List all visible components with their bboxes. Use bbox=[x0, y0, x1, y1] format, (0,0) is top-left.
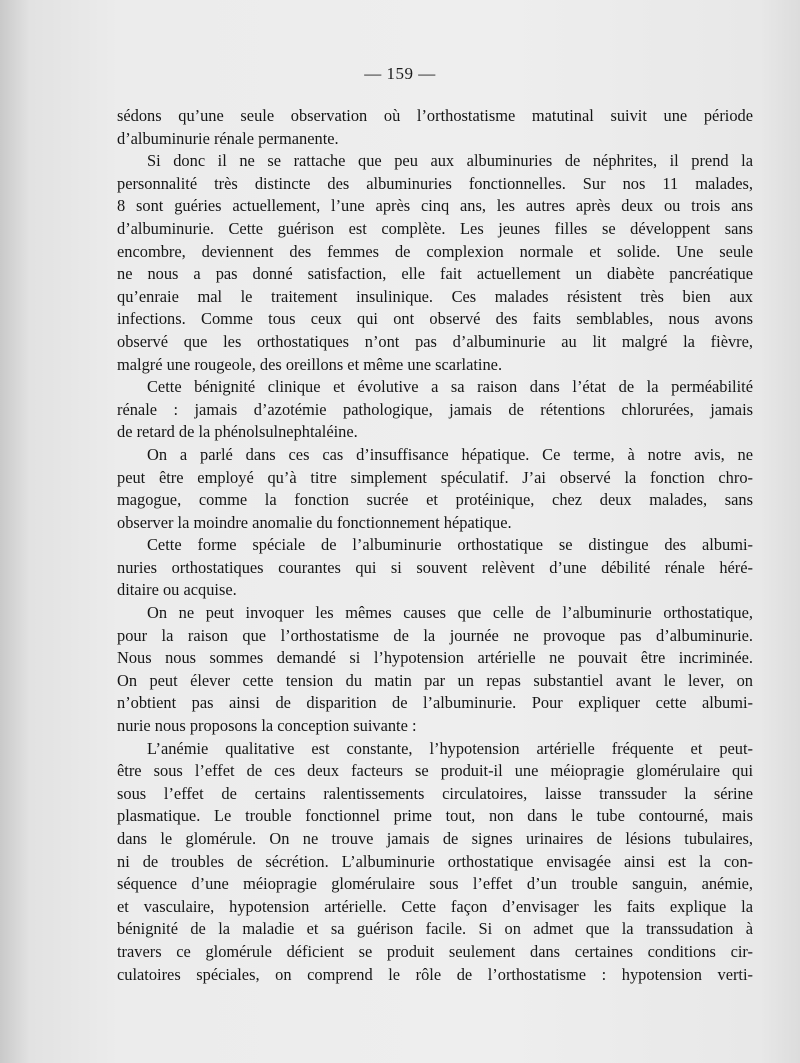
paragraph bbox=[117, 150, 753, 376]
text-line: dans le glomérule. On ne trouve jamais de signes urinaires de lésions tubulaires, bbox=[117, 829, 753, 848]
text-line: Nous nous sommes demandé si l’hypotension artérielle ne pouvait être incriminée. bbox=[117, 648, 753, 668]
paragraph bbox=[117, 738, 753, 987]
text-line: de retard de la phénolsulnephtaléine. bbox=[117, 422, 358, 442]
text-line: magogue, comme la fonction sucrée et protéinique, chez deux malades, sans bbox=[117, 490, 753, 510]
text-line: On ne peut invoquer les mêmes causes que celle de l’albuminurie orthostatique, bbox=[147, 603, 753, 623]
text-line: culatoires spéciales, on comprend le rôle de l’orthostatisme : hypotension verti- bbox=[117, 964, 753, 984]
text-line: Cette forme spéciale de l’albuminurie orthostatique se distingue des albumi- bbox=[147, 535, 753, 555]
text-line: sédons qu’une seule observation où l’orthostatisme matutinal suivit une période bbox=[117, 106, 753, 125]
text-line: observé que les orthostatiques n’ont pas d’albuminurie au lit malgré la fièvre, bbox=[117, 331, 753, 351]
paragraph bbox=[117, 105, 753, 150]
text-line: encombre, deviennent des femmes de complexion normale et solide. Une seule bbox=[117, 241, 753, 261]
text-line: travers ce glomérule déficient se produit seulement dans certaines conditions cir- bbox=[117, 941, 753, 961]
text-line: On a parlé dans ces cas d’insuffisance hépatique. Ce terme, à notre avis, ne bbox=[147, 444, 753, 464]
paragraph bbox=[117, 444, 753, 534]
text-line: peut être employé qu’à titre simplement spéculatif. J’ai observé la fonction chro- bbox=[117, 467, 753, 487]
paragraph bbox=[117, 534, 753, 602]
text-line: personnalité très distincte des albuminuries fonctionnelles. Sur nos 11 malades, bbox=[117, 173, 753, 193]
text-line: rénale : jamais d’azotémie pathologique, jamais de rétentions chlorurées, jamais bbox=[117, 399, 753, 419]
text-line: pour la raison que l’orthostatisme de la journée ne provoque pas d’albuminurie. bbox=[117, 625, 753, 645]
paragraph bbox=[117, 602, 753, 738]
text-line: On peut élever cette tension du matin par un repas substantiel avant le lever, on bbox=[117, 670, 753, 690]
paragraph bbox=[117, 376, 753, 444]
text-line: nuries orthostatiques courantes qui si souvent relèvent d’une débilité rénale héré- bbox=[117, 557, 753, 577]
page-number: — 159 — bbox=[364, 64, 436, 83]
text-line: observer la moindre anomalie du fonctionnement hépatique. bbox=[117, 512, 512, 532]
text-line: bénignité de la maladie et sa guérison facile. Si on admet que la transsudation à bbox=[117, 919, 753, 939]
text-line: L’anémie qualitative est constante, l’hypotension artérielle fréquente et peut- bbox=[147, 738, 753, 758]
text-line: nurie nous proposons la conception suivante : bbox=[117, 716, 417, 736]
text-line: Cette bénignité clinique et évolutive a sa raison dans l’état de la perméabilité bbox=[147, 377, 753, 397]
text-line: infections. Comme tous ceux qui ont observé des faits semblables, nous avons bbox=[117, 309, 753, 329]
text-line: malgré une rougeole, des oreillons et même une scarlatine. bbox=[117, 354, 503, 374]
text-line: Si donc il ne se rattache que peu aux albuminuries de néphrites, il prend la bbox=[147, 151, 753, 171]
text-line: ditaire ou acquise. bbox=[117, 580, 237, 600]
text-line: d’albuminurie rénale permanente. bbox=[117, 128, 339, 148]
text-line: plasmatique. Le trouble fonctionnel prime tout, non dans le tube contourné, mais bbox=[117, 806, 753, 826]
body-text bbox=[117, 105, 753, 986]
text-line: être sous l’effet de ces deux facteurs se produit-il une méiopragie glomérulaire qui bbox=[117, 761, 753, 781]
text-line: qu’enraie mal le traitement insulinique. Ces malades résistent très bien aux bbox=[117, 286, 753, 306]
text-line: séquence d’une méiopragie glomérulaire sous l’effet d’un trouble sanguin, anémie, bbox=[117, 874, 753, 894]
text-line: d’albuminurie. Cette guérison est complète. Les jeunes filles se développent sans bbox=[117, 218, 753, 238]
text-line: sous l’effet de certains ralentissements circulatoires, laisse transsuder la sérine bbox=[117, 783, 753, 803]
text-line: ni de troubles de sécrétion. L’albuminurie orthostatique envisagée ainsi est la con- bbox=[117, 851, 753, 871]
text-line: 8 sont guéries actuellement, l’une après cinq ans, les autres après deux ou trois ans bbox=[117, 196, 753, 216]
text-line: ne nous a pas donné satisfaction, elle fait actuellement un diabète pancréatique bbox=[117, 264, 753, 284]
text-line: n’obtient pas ainsi de disparition de l’albuminurie. Pour expliquer cette albumi- bbox=[117, 693, 753, 713]
text-line: et vasculaire, hypotension artérielle. Cette façon d’envisager les faits explique la bbox=[117, 896, 753, 916]
